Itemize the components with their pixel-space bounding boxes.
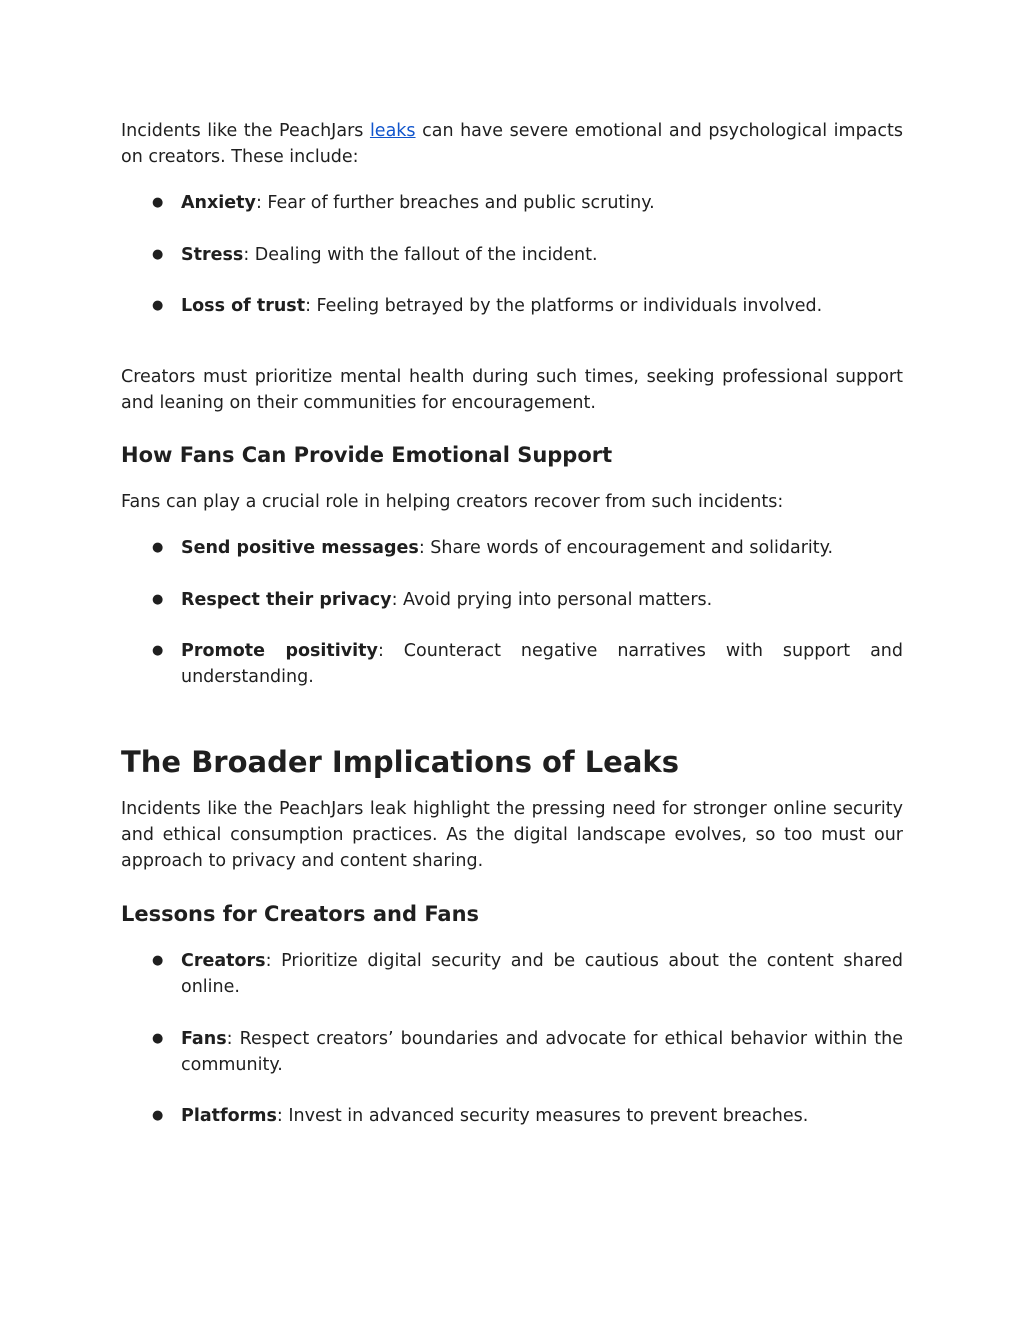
bullet-icon: ● — [152, 246, 164, 262]
list-item — [121, 638, 903, 690]
list-item — [121, 1026, 903, 1078]
list-item-desc: : Invest in advanced security measures to prevent breaches. — [276, 1106, 809, 1126]
list-item-desc: : Respect creators’ boundaries and advocate for ethical behavior within the community. — [181, 1028, 903, 1075]
list-item-desc: : Avoid prying into personal matters. — [391, 589, 713, 610]
impacts-list — [121, 190, 903, 319]
bullet-icon: ● — [152, 1030, 164, 1046]
list-item-desc: : Counteract negative narratives with support and understanding. — [181, 641, 903, 687]
bullet-icon: ● — [152, 540, 164, 555]
list-item-term: Creators — [181, 951, 266, 971]
bullet-icon: ● — [152, 298, 164, 313]
list-item-desc: : Fear of further breaches and public scrutiny. — [255, 193, 655, 213]
list-item — [121, 190, 903, 216]
list-item-term: Platforms — [181, 1106, 277, 1126]
bullet-icon: ● — [152, 953, 164, 968]
list-item-term: Promote positivity — [181, 641, 378, 661]
support-intro: Fans can play a crucial role in helping creators recover from such incidents: — [121, 492, 784, 512]
bullet-icon: ● — [152, 591, 164, 607]
bullet-icon: ● — [152, 195, 164, 210]
list-item-desc: : Feeling betrayed by the platforms or individuals involved. — [305, 296, 823, 316]
document-page — [121, 118, 903, 1129]
list-item-term: Loss of trust — [181, 296, 306, 316]
list-item-term: Anxiety — [181, 193, 256, 213]
lessons-heading: Lessons for Creators and Fans — [121, 902, 480, 926]
list-item — [121, 587, 903, 613]
list-item-term: Send positive messages — [181, 538, 419, 558]
list-item-term: Respect their privacy — [181, 589, 392, 610]
bullet-icon: ● — [152, 1108, 164, 1123]
intro-text-start: Incidents like the PeachJars — [121, 121, 370, 141]
list-item — [121, 242, 903, 268]
bullet-icon: ● — [152, 643, 164, 658]
support-heading: How Fans Can Provide Emotional Support — [121, 443, 613, 467]
mental-health-paragraph: Creators must prioritize mental health during such times, seeking professional support and leaning on their communities for encouragement. — [121, 367, 903, 413]
list-item-desc: : Prioritize digital security and be cautious about the content shared online. — [181, 951, 903, 997]
list-item — [121, 948, 903, 1000]
list-item-term: Fans — [181, 1028, 227, 1049]
implications-paragraph: Incidents like the PeachJars leak highlight the pressing need for stronger online security and ethical consumption practices. As the digital landscape evolves, so too must our approach to privacy and content sharing. — [121, 799, 903, 871]
leaks-link[interactable]: leaks — [369, 121, 416, 141]
lessons-list — [121, 948, 903, 1129]
list-item-term: Stress — [181, 244, 244, 265]
list-item — [121, 293, 903, 319]
implications-heading: The Broader Implications of Leaks — [121, 745, 679, 779]
intro-text-end: can have severe emotional and psychological impacts on creators. These include: — [121, 121, 903, 167]
list-item — [121, 535, 903, 561]
list-item-desc: : Share words of encouragement and solidarity. — [418, 538, 834, 558]
list-item-desc: : Dealing with the fallout of the incident. — [243, 244, 598, 265]
support-list — [121, 535, 903, 690]
intro-paragraph — [121, 118, 903, 170]
list-item — [121, 1103, 903, 1129]
